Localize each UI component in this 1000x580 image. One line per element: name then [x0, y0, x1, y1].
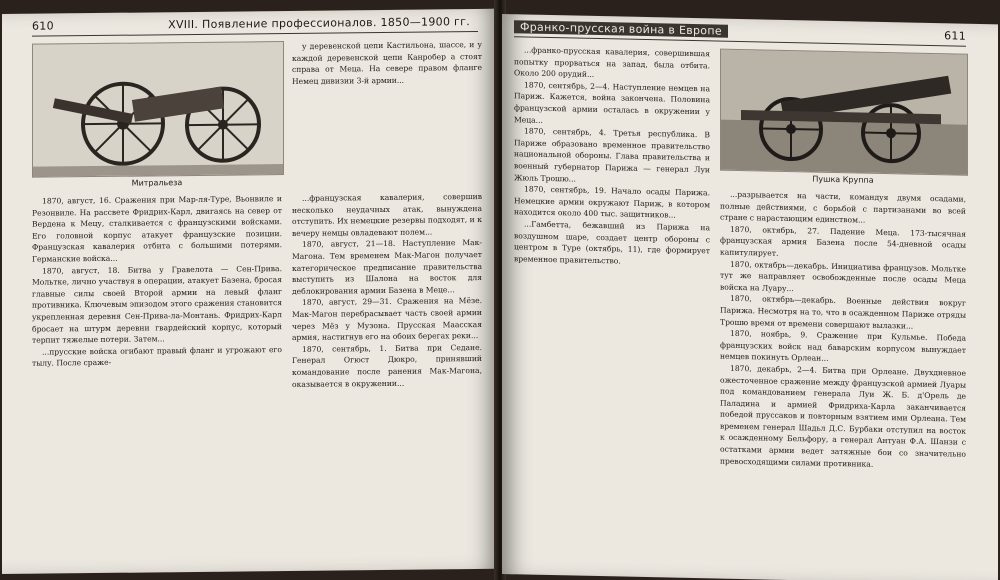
paragraph: у деревенской цепи Кастильона, шасcе, и у каждой деревенской цепи Канробер а стоят справа от Меца. На севере правом фланге Немец дивизии 3-й армии... [292, 39, 482, 86]
paragraph: 1870, декабрь, 2—4. Битва при Орлеане. Двухдневное ожесточенное сражение между французской армией Луары под командованием генерала Луи Ж. Б. д'Орель де Паладина и армией Фридриха-Карла заканчивается победой пруссаков и повторным взятием ими Орлеана. Тем временем генерал Шадьл Д.С. Бурбаки отступил на восток к осажденному Бельфору, а генерал Антуан Ф.А. Шанзи с остатками армии ведет затяжные бои со значительно превосходящими силами противника. [720, 363, 966, 469]
illustration-caption: Митральеза [131, 178, 183, 188]
right-page [502, 14, 998, 580]
paragraph: 1870, октябрь—декабрь. Инициатива французов. Мольтке тут же направляет освобожденные после осады Меца войска на Луару... [720, 259, 966, 293]
page-number: 610 [32, 19, 54, 33]
paragraph: 1870, август, 21—18. Наступление Мак-Магона. Тем временем Мак-Магон получает категорическое предписание правительства выступить из Шалона на восток для деблокирования армии Базена в Меце... [292, 238, 482, 296]
paragraph: 1870, август, 18. Битва у Гравелота — Сен-Прива. Мольтке, лично участвуя в операции, атакует Базена, бросая главные силы своей Второй армии на левый фланг противника. Ключевым эпизодом этого сражения становится укрепленная деревня Сен-Прива-ла-Монтань. Фридрих-Карл бросает на штурм деревни гвардейский корпус, который терпит тяжелые потери. Затем... [32, 263, 282, 345]
mitrailleuse-drawing [33, 42, 283, 177]
right-column-a [514, 44, 710, 548]
paragraph: ...прусские войска огибают правый фланг и угрожают его тылу. После сраже- [32, 344, 282, 368]
left-column-b [292, 191, 482, 567]
illustration-caption: Пушка Круппа [812, 174, 874, 185]
left-column-a [32, 193, 282, 570]
paragraph: ...французская кавалерия, совершив несколько неудачных атак, вынуждена отступить. Их немецкие резервы подходят, и к вечеру немцы овладевают полем... [292, 191, 482, 238]
paragraph: ...Гамбетта, бежавший из Парижа на воздушном шаре, создает центр обороны с центром в Туре (октябрь, 11), где формирует временное правительство. [514, 219, 710, 266]
paragraph: 1870, август, 29—31. Сражения на Мёзе. Мак-Магон перебрасывает часть своей армии через Мёз у Музона. Прусская Маасская армия, настигнув его на обоих берегах реки... [292, 296, 482, 343]
chapter-title: Франко-прусская война в Европе [514, 20, 728, 37]
paragraph: 1870, сентябрь, 4. Третья республика. В Париже образовано временное правительство национальной обороны. Глава правительства и военный губернатор Парижа — генерал Луи Жюль Трошю... [514, 126, 710, 184]
paragraph: 1870, сентябрь, 19. Начало осады Парижа. Немецкие армии окружают Париж, в котором находится около 400 тыс. защитников... [514, 184, 710, 220]
page-number: 611 [944, 29, 966, 43]
krupp-gun-photo [721, 50, 967, 175]
paragraph: 1870, сентябрь, 2—4. Наступление немцев на Париж. Кажется, война закончена. Половина французской армии осталась в окружении у Меца... [514, 80, 710, 125]
mitrailleuse-illustration [32, 41, 284, 178]
krupp-gun-illustration [720, 49, 968, 176]
running-head [514, 18, 966, 46]
paragraph: ...франко-прусская кавалерия, совершившая попытку прорваться на запад, была отбита. Около 200 орудий... [514, 45, 710, 80]
running-head [32, 13, 478, 37]
paragraph: 1870, октябрь—декабрь. Военные действия вокруг Парижа. Несмотря на то, что в осажденном Париже отряды Трошю время от времени совершают вылазки... [720, 294, 966, 331]
right-column-b [720, 189, 966, 554]
chapter-title: XVIII. Появление профессионалов. 1850—1900 гг. [168, 15, 470, 32]
paragraph: ...разрывается на части, командуя двумя осадами, полные действиями, с борьбой с партизанами во всей стране с нарастающим единством... [720, 189, 966, 225]
left-page [2, 9, 498, 574]
paragraph: 1870, август, 16. Сражения при Мар-ля-Туре, Вьонвиле и Резонвиле. На рассвете Фридрих-Карл, двигаясь на север от Вердена к Мецу, сталкивается с французскими войсками. Его головной корпус атакует французские позиции. Французская кавалерия отбита с большими потерями. Германские войска... [32, 194, 282, 264]
paragraph: 1870, ноябрь, 9. Сражение при Кульмье. Победа французских войск над баварским корпусом вынуждает немцев покинуть Орлеан... [720, 328, 966, 364]
left-column-a-continuation [292, 39, 482, 191]
paragraph: 1870, сентябрь, 1. Битва при Седане. Генерал Огюст Дюкро, принявший командование после ранения Мак-Магона, оказывается в окружении... [292, 342, 482, 389]
paragraph: 1870, октябрь, 27. Падение Меца. 173-тысячная французская армия Базена после 54-дневной осады капитулирует. [720, 224, 966, 258]
